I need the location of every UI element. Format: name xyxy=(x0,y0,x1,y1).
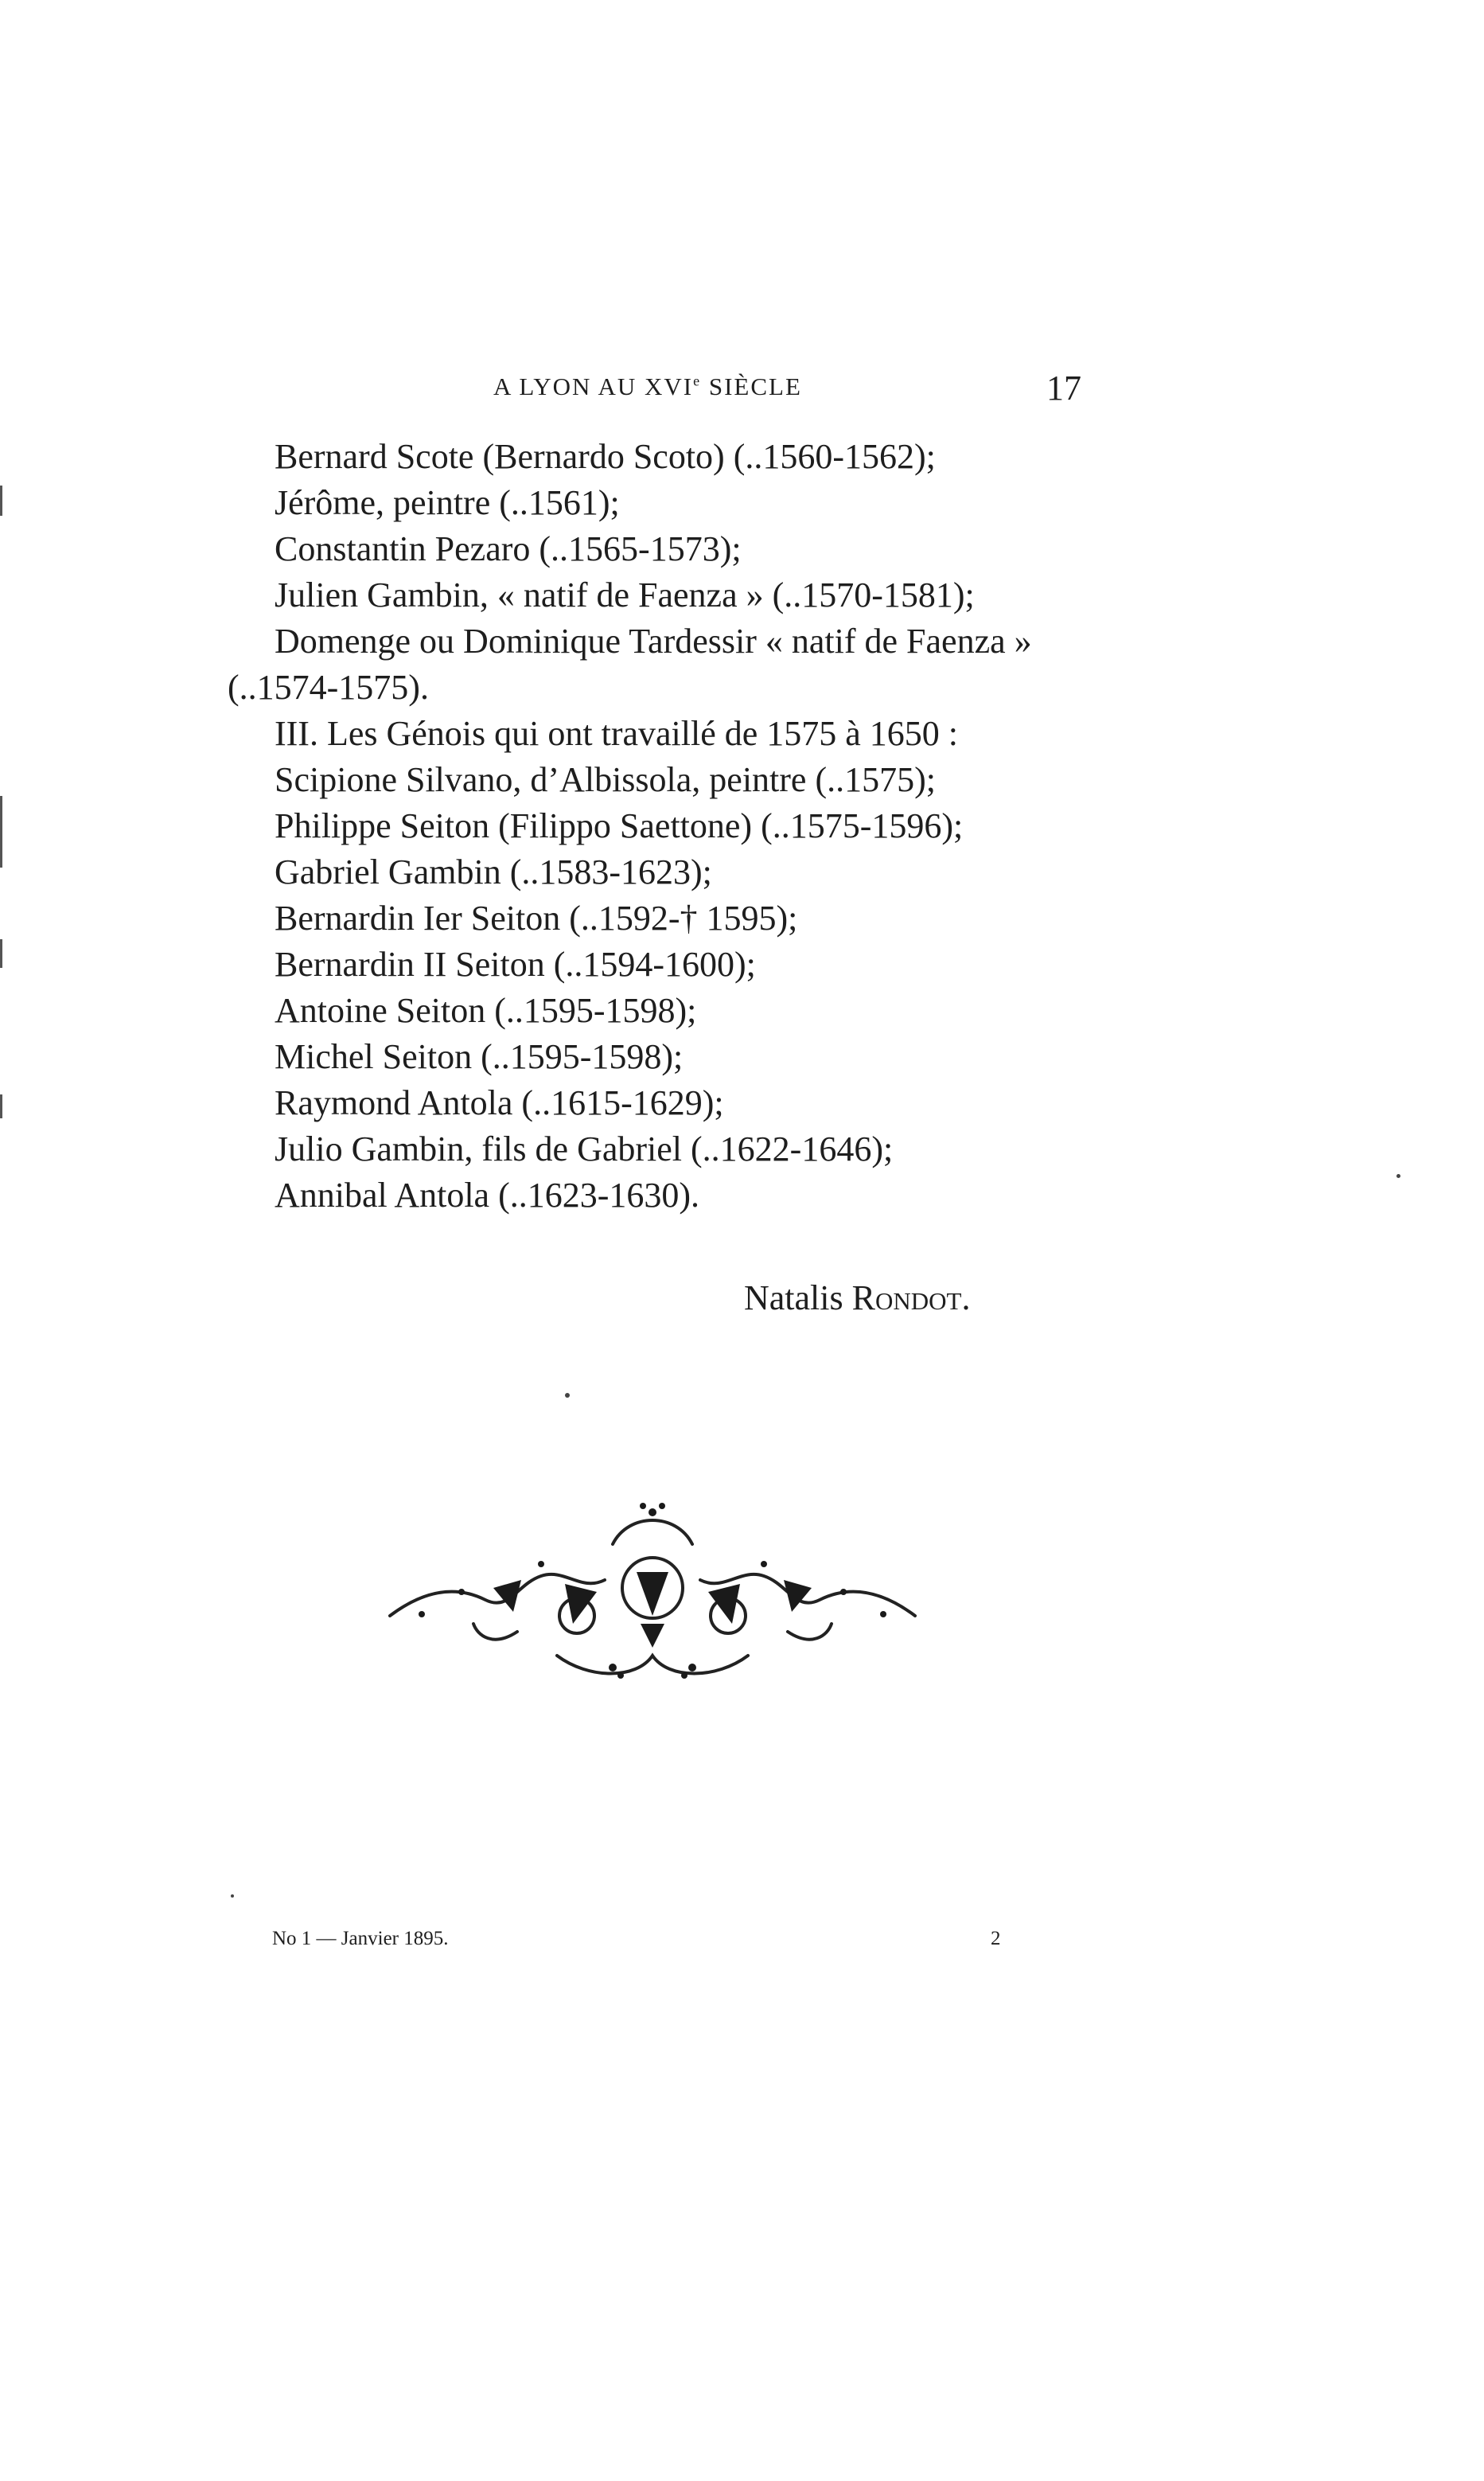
text-line: Annibal Antola (..1623-1630). xyxy=(275,1176,700,1215)
ornamental-vignette-icon xyxy=(374,1496,931,1687)
running-title-end: SIÈCLE xyxy=(701,373,802,400)
scan-edge-mark xyxy=(0,1094,2,1118)
signature-last-name: Rondot xyxy=(851,1278,962,1317)
page-number: 17 xyxy=(1046,369,1081,408)
scan-speck xyxy=(1396,1174,1400,1178)
text-line: Bernardin II Seiton (..1594-1600); xyxy=(275,945,756,984)
text-line: Philippe Seiton (Filippo Saettone) (..1575-1596); xyxy=(275,806,964,845)
signature-mark: 2 xyxy=(991,1928,1001,1949)
text-line: Michel Seiton (..1595-1598); xyxy=(275,1037,684,1076)
section-heading-line: III. Les Génois qui ont travaillé de 1575 à 1650 : xyxy=(275,714,959,753)
signature-period: . xyxy=(961,1278,971,1317)
issue-footer: No 1 — Janvier 1895. xyxy=(272,1928,449,1949)
scan-speck xyxy=(565,1393,570,1398)
text-line: Bernardin Ier Seiton (..1592-† 1595); xyxy=(275,899,798,938)
scan-edge-mark xyxy=(0,486,2,516)
text-line: Domenge ou Dominique Tardessir « natif de Faenza » xyxy=(275,622,1032,661)
running-title: A LYON AU XVI xyxy=(493,373,694,400)
running-title-superscript: e xyxy=(693,373,702,389)
text-line: Bernard Scote (Bernardo Scoto) (..1560-1562); xyxy=(275,437,936,476)
author-signature xyxy=(744,1278,970,1318)
text-line: Raymond Antola (..1615-1629); xyxy=(275,1083,724,1122)
scan-edge-mark xyxy=(0,796,2,868)
text-line: Antoine Seiton (..1595-1598); xyxy=(275,991,697,1030)
text-line: Julio Gambin, fils de Gabriel (..1622-1646); xyxy=(275,1129,894,1168)
text-line: Jérôme, peintre (..1561); xyxy=(275,483,620,522)
signature-first-name: Natalis xyxy=(744,1278,852,1317)
text-line: Constantin Pezaro (..1565-1573); xyxy=(275,529,742,568)
scan-edge-mark xyxy=(0,939,2,968)
text-line: Gabriel Gambin (..1583-1623); xyxy=(275,852,712,891)
text-line: (..1574-1575). xyxy=(228,668,429,707)
scan-speck xyxy=(231,1894,234,1898)
text-line: Scipione Silvano, d’Albissola, peintre (..1575); xyxy=(275,760,936,799)
running-header xyxy=(493,373,802,401)
text-line: Julien Gambin, « natif de Faenza » (..1570-1581); xyxy=(275,575,975,614)
